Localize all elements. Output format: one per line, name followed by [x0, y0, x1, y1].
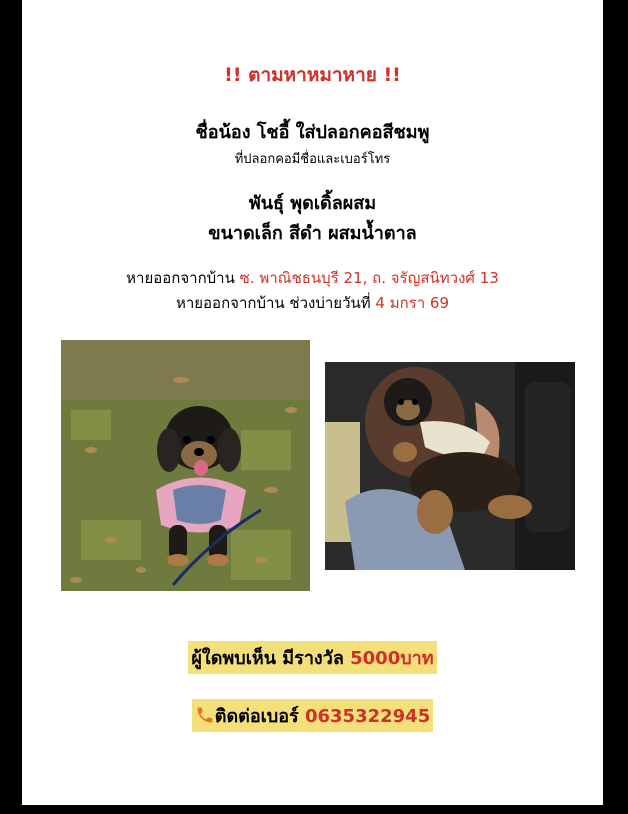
reward-box: [188, 641, 436, 674]
size-color-line: ขนาดเล็ก สีดำ ผสมน้ำตาล: [208, 223, 417, 244]
poster-headline: !! ตามหาหมาหาย !!: [224, 64, 401, 86]
reward-banner: [22, 641, 603, 674]
collar-note: ที่ปลอกคอมีชื่อและเบอร์โทร: [234, 152, 391, 167]
dog-name-line: ชื่อน้อง โชอี้ ใส่ปลอกคอสีชมพู: [195, 122, 430, 143]
location-prefix: หายออกจากบ้าน: [126, 269, 240, 287]
contact-prefix: ติดต่อเบอร์: [214, 706, 305, 727]
contact-phone[interactable]: 0635322945: [304, 706, 431, 727]
contact-banner: [22, 699, 603, 732]
time-prefix: หายออกจากบ้าน ช่วงบ่ายวันที่: [175, 294, 376, 312]
lost-location-line: [22, 266, 603, 290]
lost-time-line: [22, 291, 603, 315]
location-value: ซ. พาณิชธนบุรี 21, ถ. จรัญสนิทวงศ์ 13: [239, 269, 499, 287]
dog-on-grass-photo: [61, 340, 310, 591]
dog-held-photo: [325, 362, 575, 570]
phone-icon: [195, 705, 215, 725]
reward-prefix: ผู้ใดพบเห็น มีรางวัล: [191, 648, 351, 669]
contact-box: [192, 699, 433, 732]
lost-dog-poster: [22, 0, 603, 805]
time-value: 4 มกรา 69: [375, 294, 450, 312]
reward-amount: 5000บาท: [350, 648, 434, 669]
breed-line: พันธุ์ พุดเดิ้ลผสม: [248, 193, 377, 214]
